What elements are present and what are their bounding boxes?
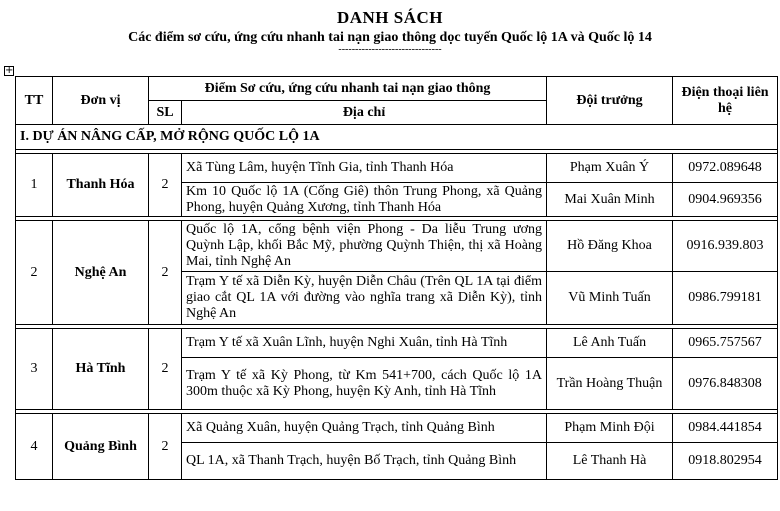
table-expand-icon[interactable]: +: [5, 65, 14, 76]
cell-sl: 2: [149, 414, 182, 480]
cell-leader: Phạm Xuân Ý: [547, 154, 673, 183]
cell-tt: 4: [16, 414, 53, 480]
header-phone: Điện thoại liên hệ: [673, 77, 778, 125]
cell-address: Xã Tùng Lâm, huyện Tĩnh Gia, tỉnh Thanh Hóa: [182, 154, 547, 183]
cell-phone: 0972.089648: [673, 154, 778, 183]
title-separator: -------------------------------: [338, 44, 442, 55]
section-row: [16, 125, 778, 150]
header-points: Điểm Sơ cứu, ứng cứu nhanh tai nạn giao thông: [149, 77, 547, 101]
table-row: [16, 329, 778, 358]
cell-leader: Mai Xuân Minh: [547, 183, 673, 217]
document-subtitle: Các điểm sơ cứu, ứng cứu nhanh tai nạn giao thông dọc tuyến Quốc lộ 1A và Quốc lộ 14: [128, 30, 652, 45]
cell-unit: Quảng Bình: [53, 414, 149, 480]
header-sl: SL: [149, 101, 182, 125]
cell-leader: Trần Hoàng Thuận: [547, 358, 673, 410]
header-leader: Đội trưởng: [547, 77, 673, 125]
cell-tt: 1: [16, 154, 53, 217]
header-tt: TT: [16, 77, 53, 125]
table-row: [16, 414, 778, 443]
cell-unit: Nghệ An: [53, 221, 149, 325]
cell-address: Trạm Y tế xã Kỳ Phong, từ Km 541+700, cách Quốc lộ 1A 300m thuộc xã Kỳ Phong, huyện Kỳ Anh, tỉnh Hà Tĩnh: [182, 358, 547, 410]
cell-sl: 2: [149, 221, 182, 325]
cell-phone: 0904.969356: [673, 183, 778, 217]
cell-unit: Hà Tĩnh: [53, 329, 149, 410]
cell-leader: Lê Anh Tuấn: [547, 329, 673, 358]
cell-phone: 0984.441854: [673, 414, 778, 443]
cell-tt: 3: [16, 329, 53, 410]
cell-address: QL 1A, xã Thanh Trạch, huyện Bố Trạch, tỉnh Quảng Bình: [182, 443, 547, 480]
table-row: [16, 221, 778, 272]
header-address: Địa chỉ: [182, 101, 547, 125]
cell-tt: 2: [16, 221, 53, 325]
cell-phone: 0965.757567: [673, 329, 778, 358]
cell-address: Trạm Y tế xã Diễn Kỳ, huyện Diễn Châu (Trên QL 1A tại điểm giao cắt QL 1A với đường vào nghĩa trang xã Diễn Kỳ), tỉnh Nghệ An: [182, 272, 547, 325]
header-unit: Đơn vị: [53, 77, 149, 125]
cell-phone: 0918.802954: [673, 443, 778, 480]
cell-sl: 2: [149, 154, 182, 217]
section-title: I. DỰ ÁN NÂNG CẤP, MỞ RỘNG QUỐC LỘ 1A: [16, 125, 778, 150]
table-body: [16, 125, 778, 480]
cell-address: Trạm Y tế xã Xuân Lĩnh, huyện Nghi Xuân, tỉnh Hà Tĩnh: [182, 329, 547, 358]
document-title: DANH SÁCH: [336, 8, 444, 27]
table-row: [16, 154, 778, 183]
cell-address: Km 10 Quốc lộ 1A (Cống Giê) thôn Trung Phong, xã Quảng Phong, huyện Quảng Xương, tỉnh Thanh Hóa: [182, 183, 547, 217]
cell-unit: Thanh Hóa: [53, 154, 149, 217]
cell-phone: 0976.848308: [673, 358, 778, 410]
cell-address: Quốc lộ 1A, cổng bệnh viện Phong - Da liễu Trung ương Quỳnh Lập, khối Bắc Mỹ, phường Quỳnh Thiện, thị xã Hoàng Mai, tỉnh Nghệ An: [182, 221, 547, 272]
cell-phone: 0986.799181: [673, 272, 778, 325]
cell-leader: Phạm Minh Đội: [547, 414, 673, 443]
cell-phone: 0916.939.803: [673, 221, 778, 272]
cell-leader: Vũ Minh Tuấn: [547, 272, 673, 325]
cell-leader: Lê Thanh Hà: [547, 443, 673, 480]
cell-leader: Hồ Đăng Khoa: [547, 221, 673, 272]
first-aid-points-table: [15, 76, 778, 480]
cell-sl: 2: [149, 329, 182, 410]
cell-address: Xã Quảng Xuân, huyện Quảng Trạch, tỉnh Quảng Bình: [182, 414, 547, 443]
